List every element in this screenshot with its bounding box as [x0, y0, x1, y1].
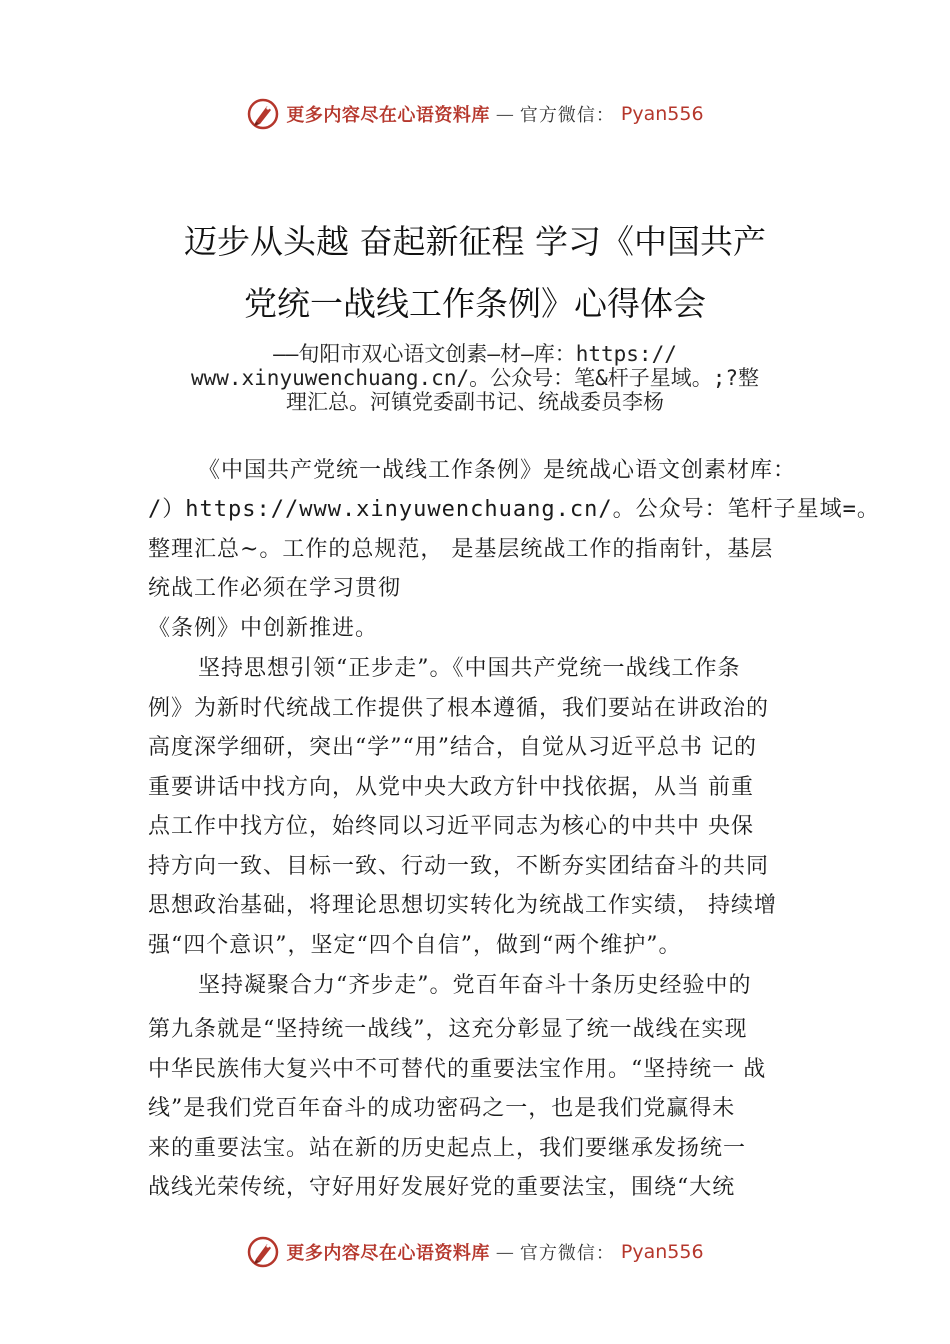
body-line: 《条例》中创新推进。 — [148, 616, 379, 641]
body-line: 点工作中找方位，始终同以习近平同志为核心的中共中 央保 — [148, 814, 754, 839]
body-line: 中华民族伟大复兴中不可替代的重要法宝作用。“坚持统一 战 — [148, 1057, 767, 1082]
body-line: 整理汇总~。工作的总规范， 是基层统战工作的指南针，基层 — [148, 537, 774, 562]
body-line: 坚持凝聚合力“齐步走”。党百年奋斗十条历史经验中的 — [198, 973, 752, 998]
banner-wechat-id: Pyan556 — [620, 103, 704, 125]
body-line: 重要讲话中找方向，从党中央大政方针中找依据，从当 前重 — [148, 775, 754, 800]
banner-separator: — — [495, 1241, 514, 1263]
body-line: 线”是我们党百年奋斗的成功密码之一，也是我们党赢得未 — [148, 1096, 736, 1121]
body-line: 持方向一致、目标一致、行动一致，不断夯实团结奋斗的共同 — [148, 854, 770, 879]
banner-wechat-label: 官方微信： — [519, 105, 615, 126]
banner-separator: — — [495, 103, 514, 125]
body-line: 第九条就是“坚持统一战线”，这充分彰显了统一战线在实现 — [148, 1017, 748, 1042]
banner-brand-text: 更多内容尽在心语资料库 — [286, 105, 490, 126]
body-line: 来的重要法宝。站在新的历史起点上，我们要继承发扬统一 — [148, 1136, 747, 1161]
banner-wechat-label: 官方微信： — [519, 1243, 615, 1264]
document-title-line-2: 党统一战线工作条例》心得体会 — [244, 284, 706, 323]
banner-brand-text: 更多内容尽在心语资料库 — [286, 1243, 490, 1264]
pen-nib-logo-icon — [246, 1235, 280, 1269]
body-line: 《中国共产党统一战线工作条例》是统战心语文创素材库： — [198, 458, 797, 483]
footer-watermark-banner — [0, 1232, 950, 1272]
banner-wechat-id: Pyan556 — [620, 1241, 704, 1263]
body-line: /）https://www.xinyuwenchuang.cn/。公众号：笔杆子星域=。 — [148, 497, 880, 522]
document-byline: ——旬阳市双心语文创素—材—库：https:// www.xinyuwenchuang.cn/。公众号：笔&杆子星域。;?整 理汇总。河镇党委副书记、统战委员李杨 — [190, 342, 760, 414]
document-title-line-1: 迈步从头越 奋起新征程 学习《中国共产 — [184, 222, 766, 261]
body-line: 思想政治基础，将理论思想切实转化为统战工作实绩， 持续增 — [148, 893, 777, 918]
body-line: 坚持思想引领“正步走”。《中国共产党统一战线工作条 — [198, 656, 741, 681]
body-line: 统战工作必须在学习贯彻 — [148, 576, 402, 601]
body-line: 例》为新时代统战工作提供了根本遵循，我们要站在讲政治的 — [148, 696, 770, 721]
header-watermark-banner — [0, 94, 950, 134]
body-line: 战线光荣传统，守好用好发展好党的重要法宝，围绕“大统 — [148, 1175, 736, 1200]
pen-nib-logo-icon — [246, 97, 280, 131]
body-line: 强“四个意识”，坚定“四个自信”，做到“两个维护”。 — [148, 933, 682, 958]
body-line: 高度深学细研，突出“学”“用”结合，自觉从习近平总书 记的 — [148, 735, 757, 760]
